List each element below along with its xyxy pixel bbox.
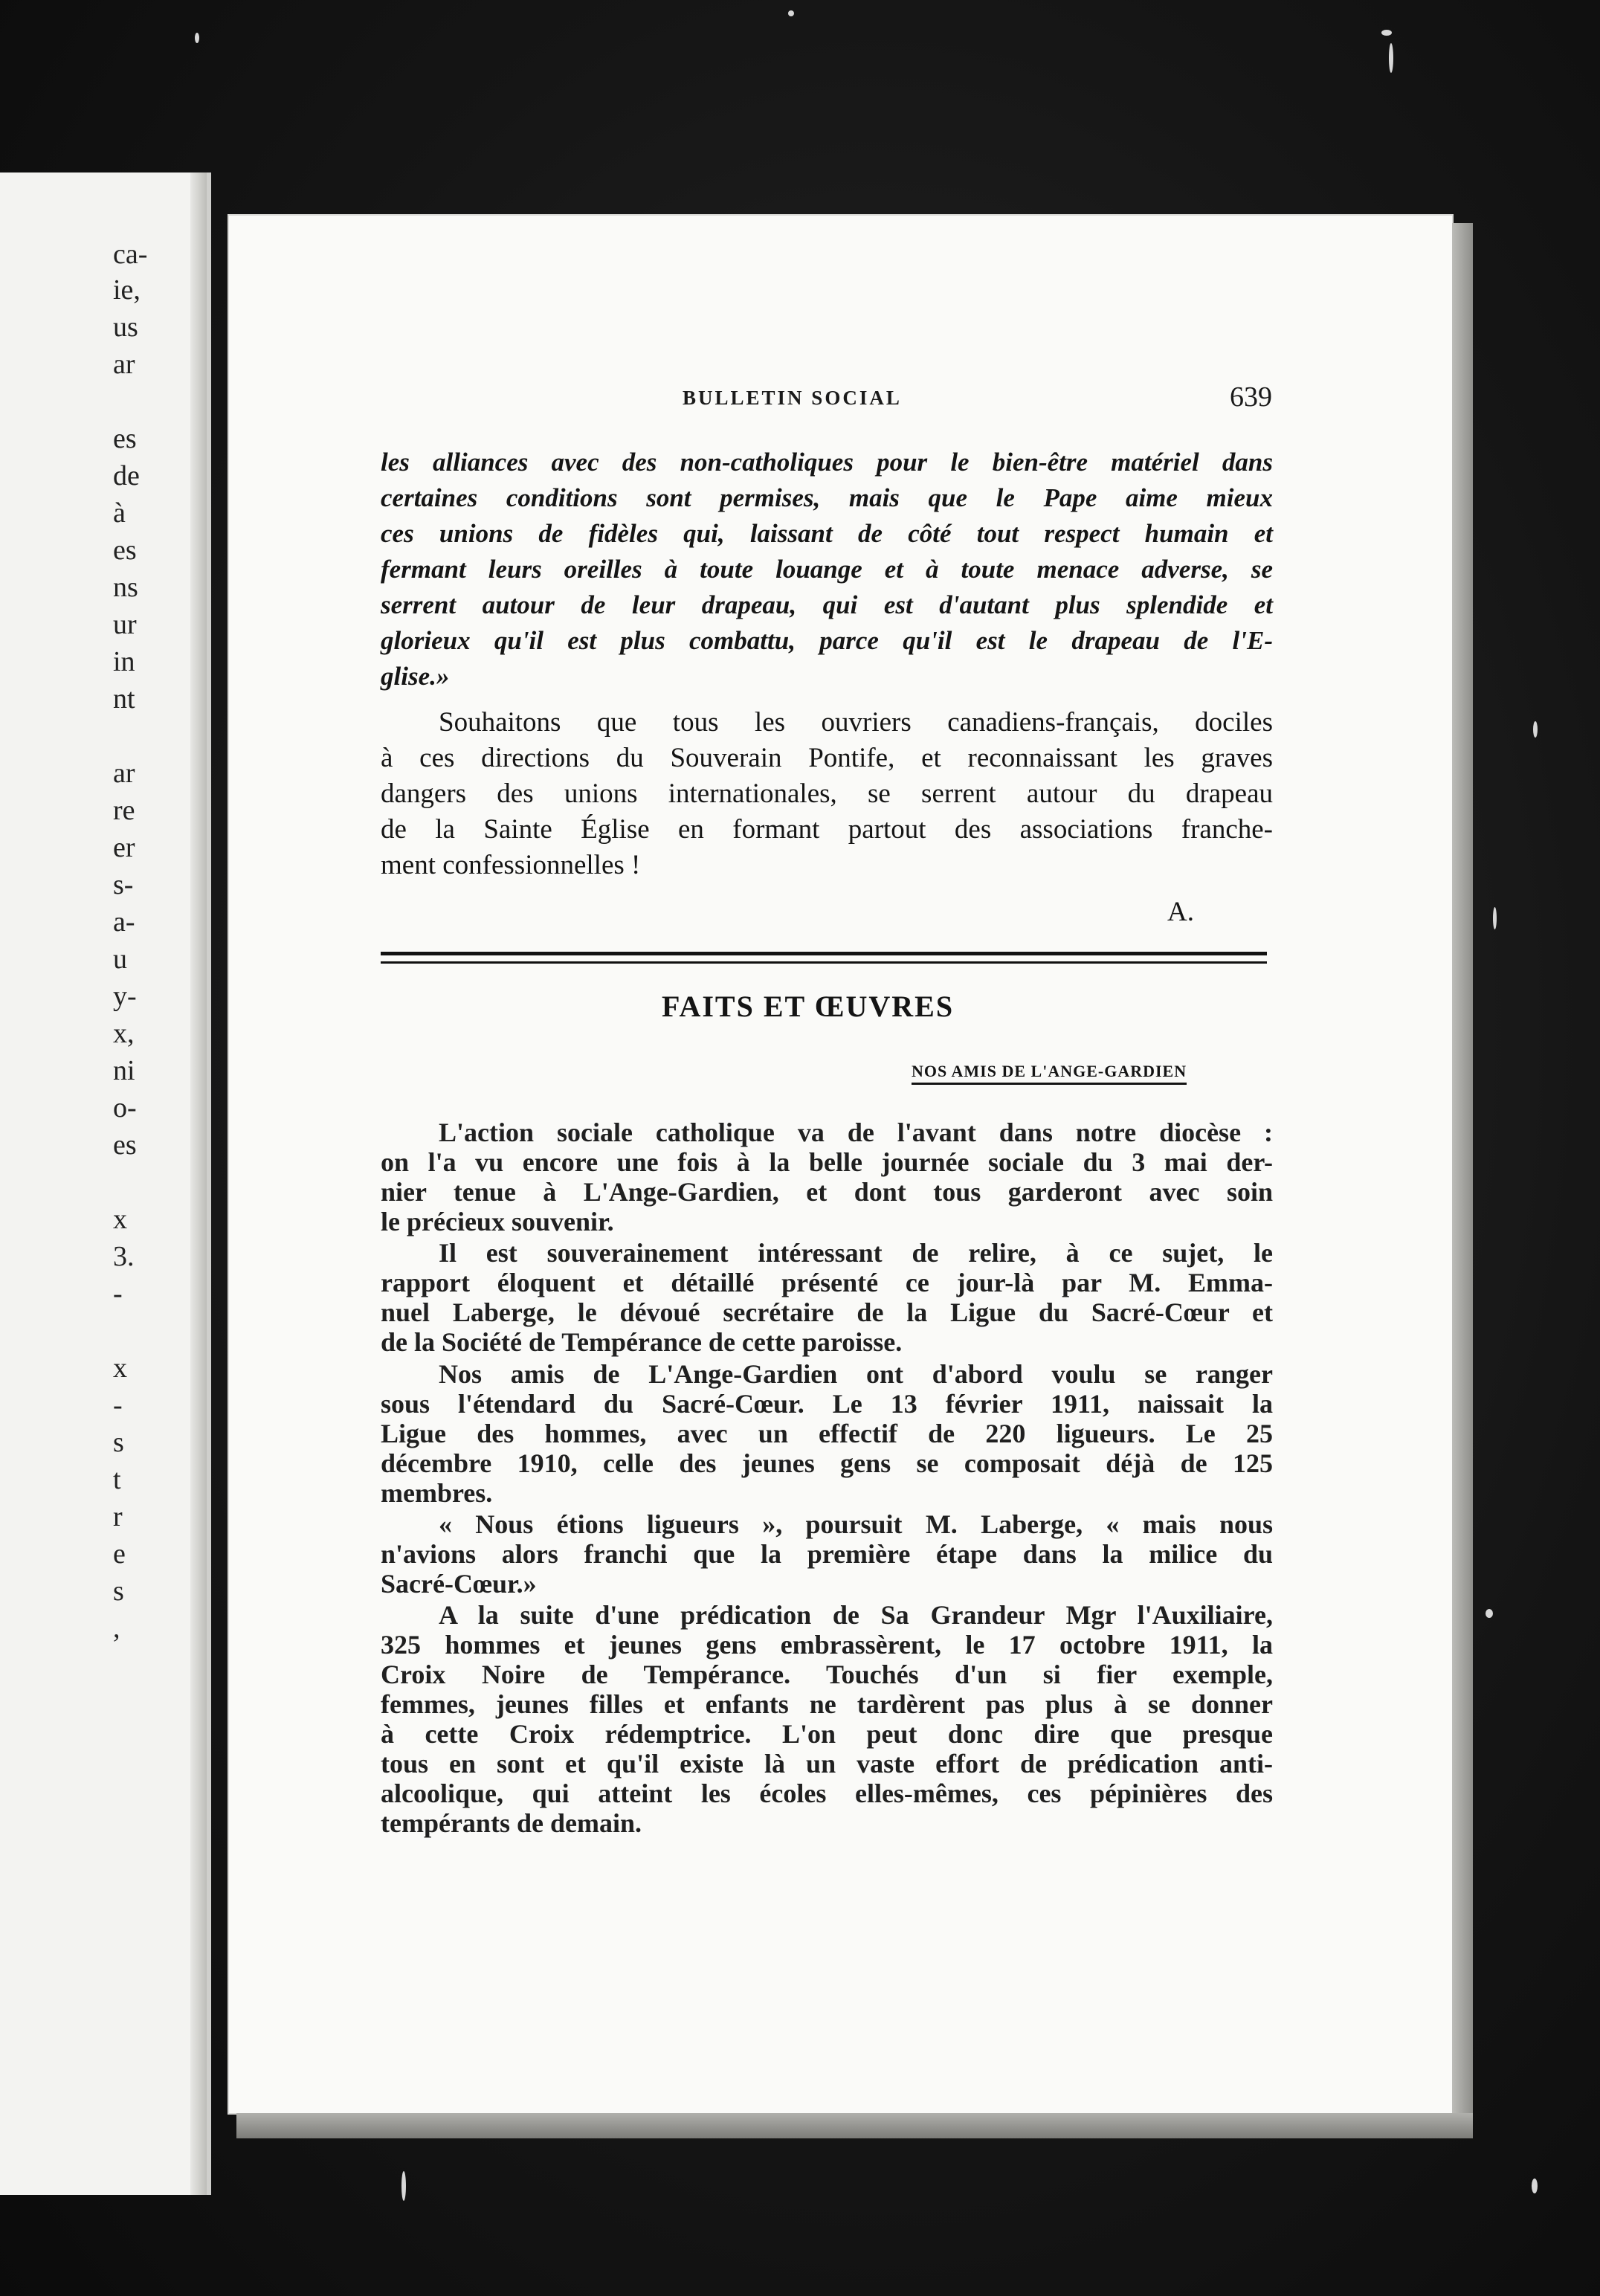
dust-speck bbox=[1532, 2179, 1538, 2193]
dust-speck bbox=[1493, 907, 1497, 929]
text-line: tempérants de demain. bbox=[381, 1808, 642, 1838]
text-line: tous en sont et qu'il existe là un vaste effort de prédication anti- bbox=[381, 1749, 1273, 1779]
left-page-fragment: ur bbox=[113, 609, 137, 640]
left-page-fragment: ar bbox=[113, 758, 135, 789]
left-page-fragment: o- bbox=[113, 1092, 137, 1123]
body-paragraph-2 bbox=[381, 1238, 1273, 1357]
left-page-fragment: ie, bbox=[113, 274, 141, 306]
text-line: le précieux souvenir. bbox=[381, 1207, 614, 1236]
dust-speck bbox=[1486, 1609, 1493, 1618]
left-page-fragment: in bbox=[113, 646, 135, 677]
section-title: FAITS ET ŒUVRES bbox=[662, 990, 955, 1023]
left-page-fragment: à bbox=[113, 497, 126, 529]
signature: A. bbox=[1167, 897, 1194, 927]
text-line: femmes, jeunes filles et enfants ne tardèrent pas plus à se donner bbox=[381, 1689, 1273, 1719]
text-line: 325 hommes et jeunes gens embrassèrent, le 17 octobre 1911, la bbox=[381, 1630, 1273, 1660]
left-page-fragment: , bbox=[113, 1613, 120, 1644]
text-line: les alliances avec des non-catholiques pour le bien-être matériel dans bbox=[381, 448, 1273, 477]
left-page-fragment: - bbox=[113, 1278, 123, 1309]
text-line: Nos amis de L'Ange-Gardien ont d'abord voulu se ranger bbox=[439, 1359, 1273, 1389]
text-line: rapport éloquent et détaillé présenté ce jour-là par M. Emma- bbox=[381, 1268, 1273, 1297]
text-line: dangers des unions internationales, se serrent autour du drapeau bbox=[381, 778, 1273, 809]
text-line: nier tenue à L'Ange-Gardien, et dont tous garderont avec soin bbox=[381, 1177, 1273, 1207]
left-page-fragment: ar bbox=[113, 349, 135, 380]
left-page-fragment: - bbox=[113, 1390, 123, 1421]
left-page-fragment: es bbox=[113, 1129, 137, 1161]
left-page-edge bbox=[190, 172, 207, 2195]
body-paragraph-5 bbox=[381, 1600, 1273, 1838]
text-line: serrent autour de leur drapeau, qui est d'autant plus splendide et bbox=[381, 590, 1273, 619]
double-rule-bottom bbox=[381, 961, 1267, 964]
section-subtitle: NOS AMIS DE L'ANGE-GARDIEN bbox=[912, 1062, 1187, 1085]
page-number: 639 bbox=[1230, 381, 1272, 413]
text-line: Il est souverainement intéressant de relire, à ce sujet, le bbox=[439, 1238, 1273, 1268]
left-page-fragment: x, bbox=[113, 1018, 135, 1049]
page-edge-right bbox=[1452, 223, 1473, 2128]
body-paragraph-1 bbox=[381, 1118, 1273, 1236]
left-page-fragment: y- bbox=[113, 981, 137, 1012]
left-page-fragment: de bbox=[113, 460, 140, 491]
text-line: ment confessionnelles ! bbox=[381, 850, 641, 880]
text-line: certaines conditions sont permises, mais que le Pape aime mieux bbox=[381, 483, 1273, 512]
text-line: décembre 1910, celle des jeunes gens se composait déjà de 125 bbox=[381, 1448, 1273, 1478]
text-line: fermant leurs oreilles à toute louange et à toute menace adverse, se bbox=[381, 555, 1273, 584]
text-line: Croix Noire de Tempérance. Touchés d'un si fier exemple, bbox=[381, 1660, 1273, 1689]
left-page-fragment: s bbox=[113, 1427, 124, 1458]
left-page-fragment: 3. bbox=[113, 1241, 135, 1272]
text-line: membres. bbox=[381, 1478, 493, 1508]
left-page-fragment: a- bbox=[113, 906, 135, 938]
text-line: sous l'étendard du Sacré-Cœur. Le 13 février 1911, naissait la bbox=[381, 1389, 1273, 1419]
left-page-fragment: ca- bbox=[113, 239, 148, 270]
dust-speck bbox=[1389, 43, 1393, 73]
text-line: de la Société de Tempérance de cette paroisse. bbox=[381, 1327, 903, 1357]
left-page-fragment: u bbox=[113, 944, 127, 975]
text-line: glorieux qu'il est plus combattu, parce qu'il est le drapeau de l'E- bbox=[381, 626, 1273, 655]
conclusion-paragraph bbox=[381, 705, 1273, 883]
left-page-fragment: t bbox=[113, 1464, 121, 1495]
left-page-fragment: e bbox=[113, 1538, 126, 1570]
left-page-fragment: er bbox=[113, 832, 135, 863]
left-page bbox=[0, 172, 211, 2195]
dust-speck bbox=[1533, 721, 1538, 738]
text-line: n'avions alors franchi que la première étape dans la milice du bbox=[381, 1539, 1273, 1569]
left-page-fragment: us bbox=[113, 312, 138, 343]
text-line: A la suite d'une prédication de Sa Grandeur Mgr l'Auxiliaire, bbox=[439, 1600, 1273, 1630]
text-line: ces unions de fidèles qui, laissant de côté tout respect humain et bbox=[381, 519, 1273, 548]
left-page-fragment: s bbox=[113, 1576, 124, 1607]
text-line: à cette Croix rédemptrice. L'on peut donc dire que presque bbox=[381, 1719, 1273, 1749]
page-edge-bottom bbox=[236, 2113, 1473, 2138]
left-page-fragment: re bbox=[113, 795, 135, 826]
text-line: Sacré-Cœur.» bbox=[381, 1569, 537, 1599]
dust-speck bbox=[401, 2171, 406, 2201]
text-line: glise.» bbox=[381, 662, 450, 691]
text-line: à ces directions du Souverain Pontife, et reconnaissant les graves bbox=[381, 743, 1273, 773]
body-paragraph-3 bbox=[381, 1359, 1273, 1508]
text-line: alcoolique, qui atteint les écoles elles-mêmes, ces pépinières des bbox=[381, 1779, 1273, 1808]
quote-paragraph bbox=[381, 445, 1273, 694]
text-line: on l'a vu encore une fois à la belle journée sociale du 3 mai der- bbox=[381, 1147, 1273, 1177]
double-rule-top bbox=[381, 952, 1267, 955]
text-line: Souhaitons que tous les ouvriers canadiens-français, dociles bbox=[439, 707, 1273, 738]
left-page-fragment: ns bbox=[113, 572, 138, 603]
dust-speck bbox=[788, 10, 794, 16]
text-line: « Nous étions ligueurs », poursuit M. Laberge, « mais nous bbox=[439, 1509, 1273, 1539]
left-page-fragment: es bbox=[113, 423, 137, 454]
text-line: nuel Laberge, le dévoué secrétaire de la Ligue du Sacré-Cœur et bbox=[381, 1297, 1273, 1327]
left-page-fragment: s- bbox=[113, 869, 134, 900]
dust-speck bbox=[195, 33, 199, 43]
dust-speck bbox=[1381, 30, 1392, 36]
body-paragraph-4 bbox=[381, 1509, 1273, 1599]
left-page-fragment: ni bbox=[113, 1055, 135, 1086]
text-line: de la Sainte Église en formant partout des associations franche- bbox=[381, 814, 1273, 845]
left-page-fragment: nt bbox=[113, 683, 135, 715]
text-line: Ligue des hommes, avec un effectif de 220 ligueurs. Le 25 bbox=[381, 1419, 1273, 1448]
left-page-fragment: x bbox=[113, 1204, 127, 1235]
text-line: L'action sociale catholique va de l'avant dans notre diocèse : bbox=[439, 1118, 1273, 1147]
left-page-fragment: x bbox=[113, 1352, 127, 1384]
left-page-fragment: es bbox=[113, 535, 137, 566]
left-page-fragment: r bbox=[113, 1501, 123, 1532]
running-header: BULLETIN SOCIAL bbox=[683, 387, 902, 409]
